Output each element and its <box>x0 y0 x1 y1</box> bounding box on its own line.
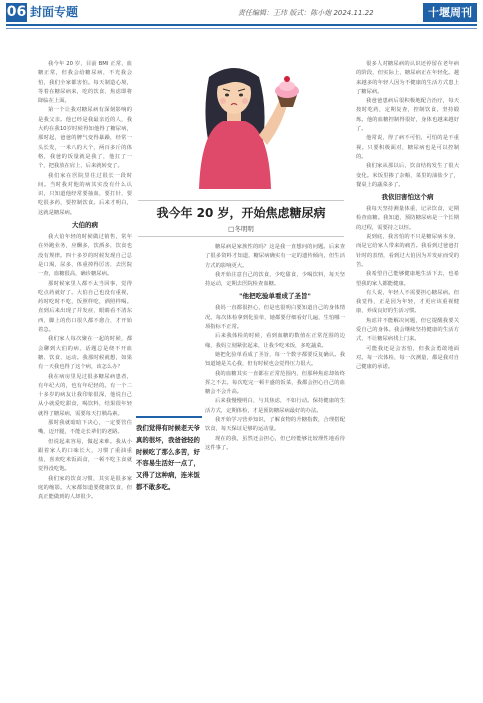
paragraph: 很多人对糖尿病的认识还停留在老年病的阶段，但实际上，糖尿病正在年轻化。越来越多的年轻人因为不健康的生活方式患上了糖尿病。 <box>356 61 459 95</box>
header-rule-thin <box>6 28 477 29</box>
paragraph: 我今年 20 岁，目前 BMI 正常，血糖正常，但我会给糖尿病，不光我会怕，我们全家都害怕。每天制造心境，等着在糖尿病来，吃的饮食、焦虑即将降临在上面。 <box>38 61 132 105</box>
paragraph: 那时候家里人都不太当回事，觉得吃点药就好了。大伯自己也没有重视，药时吃时不吃，饭照样吃，酒照样喝。直到后来出现了并发症，眼睛看不清东西，脚上的伤口很久都不愈合，才开始着急。 <box>38 280 132 334</box>
editor-meta: 责任编辑：王玮 版式：陈小炮 2024.11.22 <box>238 9 374 17</box>
paragraph: 我们家在医院里住过很长一段时间。当时我对他的病其实没有什么认识，只知道他经常要抽血，要打针，要吃很多药，要控制饮食。后来才明白，这就是糖尿病。 <box>38 172 132 216</box>
paragraph: 我妈一直都很担心，但是也很明白要知道自己的身体情况。每次体检拿到化验单，她都要仔细看好几遍，生怕哪一项指标不正常。 <box>205 305 345 331</box>
paragraph: 他常说，得了病不可怕，可怕的是不重视。只要积极面对，糖尿病也是可以控制的。 <box>356 135 459 160</box>
pull-quote: 我们觉得有时候老天爷真的很坏，我爸爸轻的时候吃了那么多苦，好不容易生活好一点了，又得了这种病，连米饭都不敢多吃。 <box>136 424 200 491</box>
header-rule <box>6 24 477 26</box>
paragraph: 说到底，我害怕的不只是糖尿病本身，而是它给家人带来的痛苦。我看到过爸爸打针时的表情，看到过大伯因为并发症而受的苦。 <box>356 234 459 268</box>
paragraph: 后来我体检的时候，看到血糖的数值在正常范围的边缘，我妈立刻紧张起来，让我少吃米饭，多吃蔬菜。 <box>205 333 345 349</box>
paragraph: 我们家的饮食习惯，其实是很多家庭的缩影。大家都知道要健康饮食，但真正能做到的人却很少。 <box>38 475 132 501</box>
article-column-3 <box>356 60 459 700</box>
paragraph: 我开始学习营养知识，了解食物的升糖指数，合理搭配饮食，每天保证足够的运动量。 <box>205 417 345 433</box>
page-header <box>0 0 483 27</box>
paragraph: 第一个让我对糖尿病有深刻影响的是我父亲。他已经是我最亲近的人，我大约在我10岁时候得知他得了糖尿病，那时起，爸爸的脾气变得暴躁，经常一头长发，一米八的大个，两百多斤的体格，我爸的饭量就是我了，他扛了一个，把我放在肩上，后来就转变了。 <box>38 107 132 170</box>
page-number: 06 <box>6 4 27 20</box>
article-column-2 <box>205 243 345 700</box>
paragraph: 后来我慢慢明白，与其焦虑，不如行动。保持健康的生活方式，定期体检，才是预防糖尿病最好的办法。 <box>205 398 345 414</box>
paragraph: 可能我还是会害怕，但我会勇敢地面对。每一次体检，每一次测量，都是我对自己健康的承诺。 <box>356 345 459 371</box>
article-byline: □冬明明 <box>228 225 254 233</box>
paragraph: 我爸爸患病后很积极地配合治疗，每天按时吃药，定期复查，控制饮食，坚持锻炼。他的血糖控制得很好，身体也越来越好了。 <box>356 98 459 133</box>
article-title: 我今年 20 岁，开始焦虑糖尿病 <box>156 206 326 220</box>
paragraph: 我们家从那以后，饮食结构发生了很大变化。米饭里掺了杂粮，菜里的油盐少了，餐桌上的蔬菜多了。 <box>356 163 459 188</box>
headline-bottom-rule <box>138 236 344 237</box>
woman-cupcake-illustration <box>171 57 314 189</box>
paragraph: 糖尿病是家族性的吗？这是我一直想问的问题。后来查了很多资料才知道，糖尿病确实有一定的遗传倾向，但生活方式的影响更大。 <box>205 244 345 269</box>
pull-quote-bar <box>136 416 202 418</box>
subheading: 大伯的病 <box>72 221 98 230</box>
newspaper-brand: 十堰周刊 <box>423 3 477 22</box>
paragraph: 我开始注意自己的饮食，少吃甜食，少喝饮料，每天坚持运动，定期去医院检查血糖。 <box>205 271 345 288</box>
subheading: 我依旧害怕这个病 <box>381 193 434 202</box>
paragraph: 焦虑并不能解决问题，但它提醒我要关爱自己的身体。我会继续坚持健康的生活方式，不让糖尿病找上门来。 <box>356 317 459 343</box>
paragraph: 我的血糖其实一直都在正常范围内，但那种焦虑却始终挥之不去。每次吃完一顿丰盛的饭菜，我都会担心自己的血糖会不会升高。 <box>205 370 345 396</box>
headline-top-rule <box>138 200 344 201</box>
section-title: 封面专题 <box>30 5 79 19</box>
paragraph: 有人说，年轻人不需要担心糖尿病。但我觉得，正是因为年轻，才更应该重视健康，养成良好的生活习惯。 <box>356 289 459 315</box>
paragraph: 她把化验单看成了圣旨，每一个数字都要反复确认。我知道她是关心我，但有时候也会觉得压力很大。 <box>205 351 345 368</box>
subheading: "他把吃验单看成了圣旨" <box>239 292 311 301</box>
paragraph: 现在的我，虽然还会担心，但已经能够比较理性地看待这件事了。 <box>205 435 345 451</box>
paragraph: 我希望自己能够健康地生活下去，也希望我的家人都能健康。 <box>356 271 459 287</box>
paragraph: 我们家人每次聚在一起的时候，都会聊到大伯的病，话题总是绕不开血糖、饮食、运动。我那时候就想，如果有一天我也得了这个病，该怎么办？ <box>38 336 132 371</box>
paragraph: 我每天坚持测量体重，记录饮食，定期检查血糖。我知道，预防糖尿病是一个长期的过程，需要持之以恒。 <box>356 206 459 231</box>
paragraph: 那时我就暗暗下决心，一定要管住嘴，迈开腿，不能走长辈们的老路。 <box>38 419 132 436</box>
paragraph: 我大伯年轻的时候做过销售，常年在外跑业务，应酬多，饮酒多，饮食也没有规律。四十多岁的时候发现自己总是口渴，尿多，体重掉得厉害，去医院一查，血糖很高，确诊糖尿病。 <box>38 234 132 278</box>
paragraph: 但说起来容易，做起来难。我从小跟着家人的口味长大，习惯了重油重盐，喜欢吃米饭面食，一顿不吃主食就觉得没吃饱。 <box>38 438 132 473</box>
article-column-1 <box>38 60 132 700</box>
paragraph: 我在病房里见过很多糖尿病患者，有年纪大的，也有年纪轻的。有一个二十多岁的病友让我印象很深，他说自己从小就爱吃甜食，喝饮料，结果很年轻就得了糖尿病，需要每天打胰岛素。 <box>38 373 132 417</box>
